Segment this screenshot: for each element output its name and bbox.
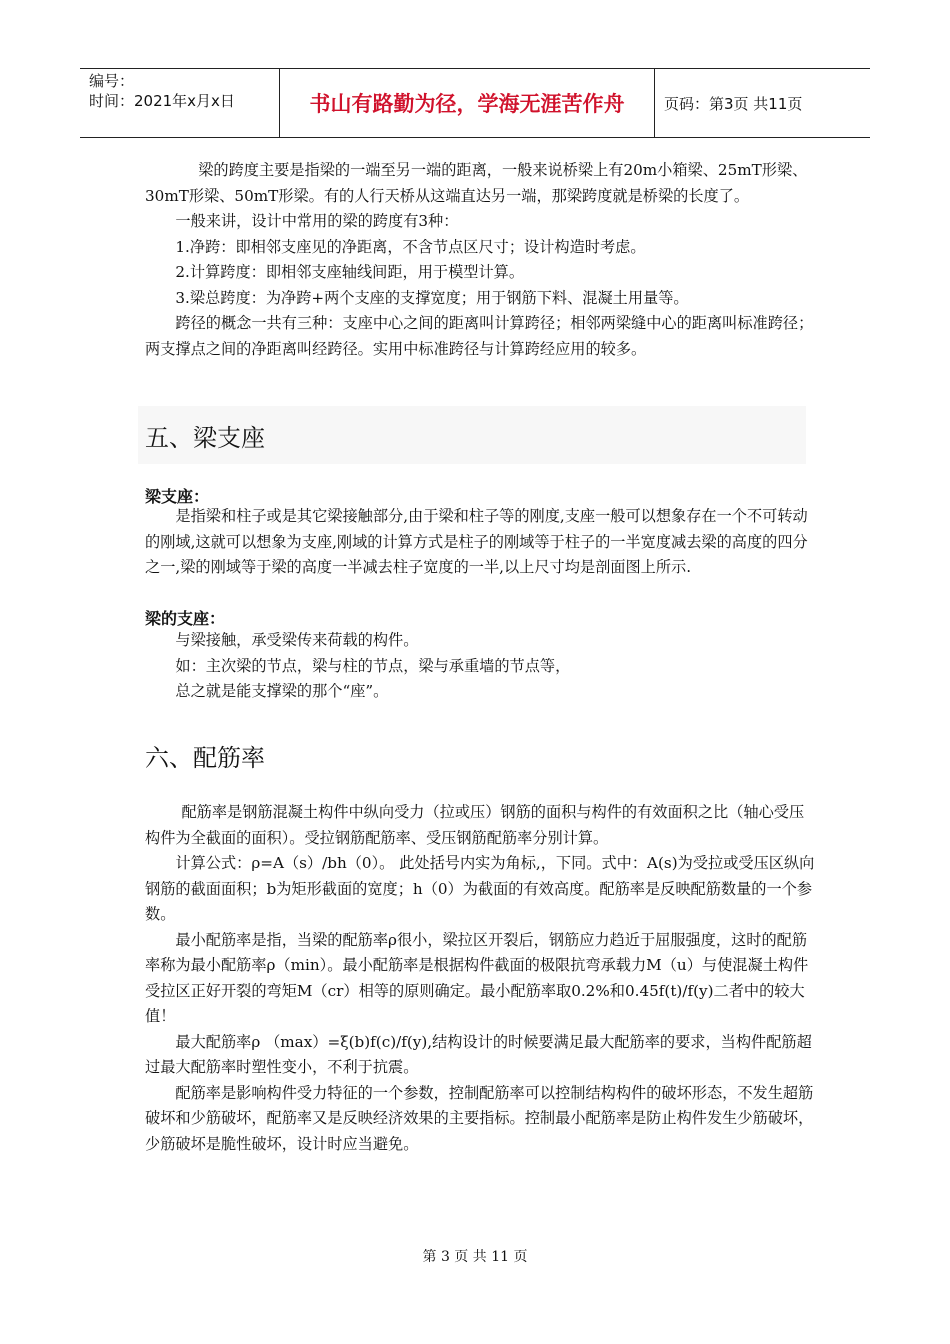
intro-paragraph: 一般来讲，设计中常用的梁的跨度有3种： xyxy=(175,212,459,230)
section-5-sub2-title: 梁的支座： xyxy=(145,609,226,628)
section-6-title: 六、配筋率 xyxy=(145,744,265,772)
section-5-sub2-line: 总之就是能支撑梁的那个“座”。 xyxy=(175,682,389,700)
section-5-sub2-block xyxy=(145,628,815,705)
intro-list-item: 3.梁总跨度：为净跨+两个支座的支撑宽度；用于钢筋下料、混凝土用量等。 xyxy=(175,288,689,307)
page-header xyxy=(80,68,870,138)
intro-paragraph: 跨径的概念一共有三种：支座中心之间的距离叫计算跨径；相邻两梁缝中心的距离叫标准跨径；两支撑点之间的净距离叫经跨径。实用中标准跨径与计算跨经应用的较多。 xyxy=(145,314,814,358)
section-5-sub1-text: 是指梁和柱子或是其它梁接触部分,由于梁和柱子等的刚度,支座一般可以想象存在一个不可转动的刚域,这就可以想象为支座,刚域的计算方式是柱子的刚域等于柱子的一半宽度减去梁的高度的四分之一,梁的刚域等于梁的高度一半减去柱子宽度的一半,以上尺寸均是剖面图上所示. xyxy=(145,507,808,576)
header-motto: 书山有路勤为径，学海无涯苦作舟 xyxy=(280,69,655,137)
intro-list-item: 1.净跨：即相邻支座见的净距离，不含节点区尺寸；设计构造时考虑。 xyxy=(175,237,646,256)
section-6-block xyxy=(145,800,815,1157)
page-footer: 第 3 页 共 11 页 xyxy=(422,1249,528,1265)
section-6-paragraph: 计算公式：ρ=A（s）/bh（0）。 此处括号内实为角标,，下同。式中：A(s)为受拉或受压区纵向钢筋的截面面积；b为矩形截面的宽度；h（0）为截面的有效高度。配筋率是反映配筋数量的一个参数。 xyxy=(145,854,815,923)
section-6-paragraph: 配筋率是钢筋混凝土构件中纵向受力（拉或压）钢筋的面积与构件的有效面积之比（轴心受压构件为全截面的面积）。受拉钢筋配筋率、受压钢筋配筋率分别计算。 xyxy=(145,803,805,847)
section-5-sub1-title: 梁支座： xyxy=(145,487,210,506)
intro-paragraph: 梁的跨度主要是指梁的一端至另一端的距离，一般来说桥梁上有20m小箱梁、25mT形梁、30mT形梁、50mT形梁。有的人行天桥从这端直达另一端，那梁跨度就是桥梁的长度了。 xyxy=(145,161,808,205)
header-page-info: 页码：第3页 共11页 xyxy=(664,94,803,113)
intro-list-item: 2.计算跨度：即相邻支座轴线间距，用于模型计算。 xyxy=(175,263,525,281)
section-5-sub2-line: 如：主次梁的节点，梁与柱的节点，梁与承重墙的节点等， xyxy=(175,656,571,675)
section-6-paragraph: 配筋率是影响构件受力特征的一个参数，控制配筋率可以控制结构构件的破坏形态，不发生超筋破坏和少筋破坏，配筋率又是反映经济效果的主要指标。控制最小配筋率是防止构件发生少筋破坏，少筋破坏是脆性破坏，设计时应当避免。 xyxy=(145,1083,814,1153)
doc-code-label: 编号： xyxy=(89,72,135,90)
section-6-paragraph: 最小配筋率是指，当梁的配筋率ρ很小，梁拉区开裂后，钢筋应力趋近于屈服强度，这时的配筋率称为最小配筋率ρ（min）。最小配筋率是根据构件截面的极限抗弯承载力M（u）与使混凝土构件受拉区正好开裂的弯矩M（cr）相等的原则确定。最小配筋率取0.2%和0.45f(t)/f(y)二者中的较大值！ xyxy=(145,930,809,1025)
section-5-title: 五、梁支座 xyxy=(145,424,265,452)
section-6-paragraph: 最大配筋率ρ （max）=ξ(b)f(c)/f(y),结构设计的时候要满足最大配筋率的要求，当构件配筋超过最大配筋率时塑性变小，不利于抗震。 xyxy=(145,1032,812,1076)
section-5-sub2-line: 与梁接触，承受梁传来荷载的构件。 xyxy=(175,631,419,649)
doc-time-label: 时间：2021年x月x日 xyxy=(89,92,235,110)
intro-block xyxy=(145,158,815,362)
section-5-sub1-block xyxy=(145,504,815,581)
header-meta xyxy=(80,69,280,137)
